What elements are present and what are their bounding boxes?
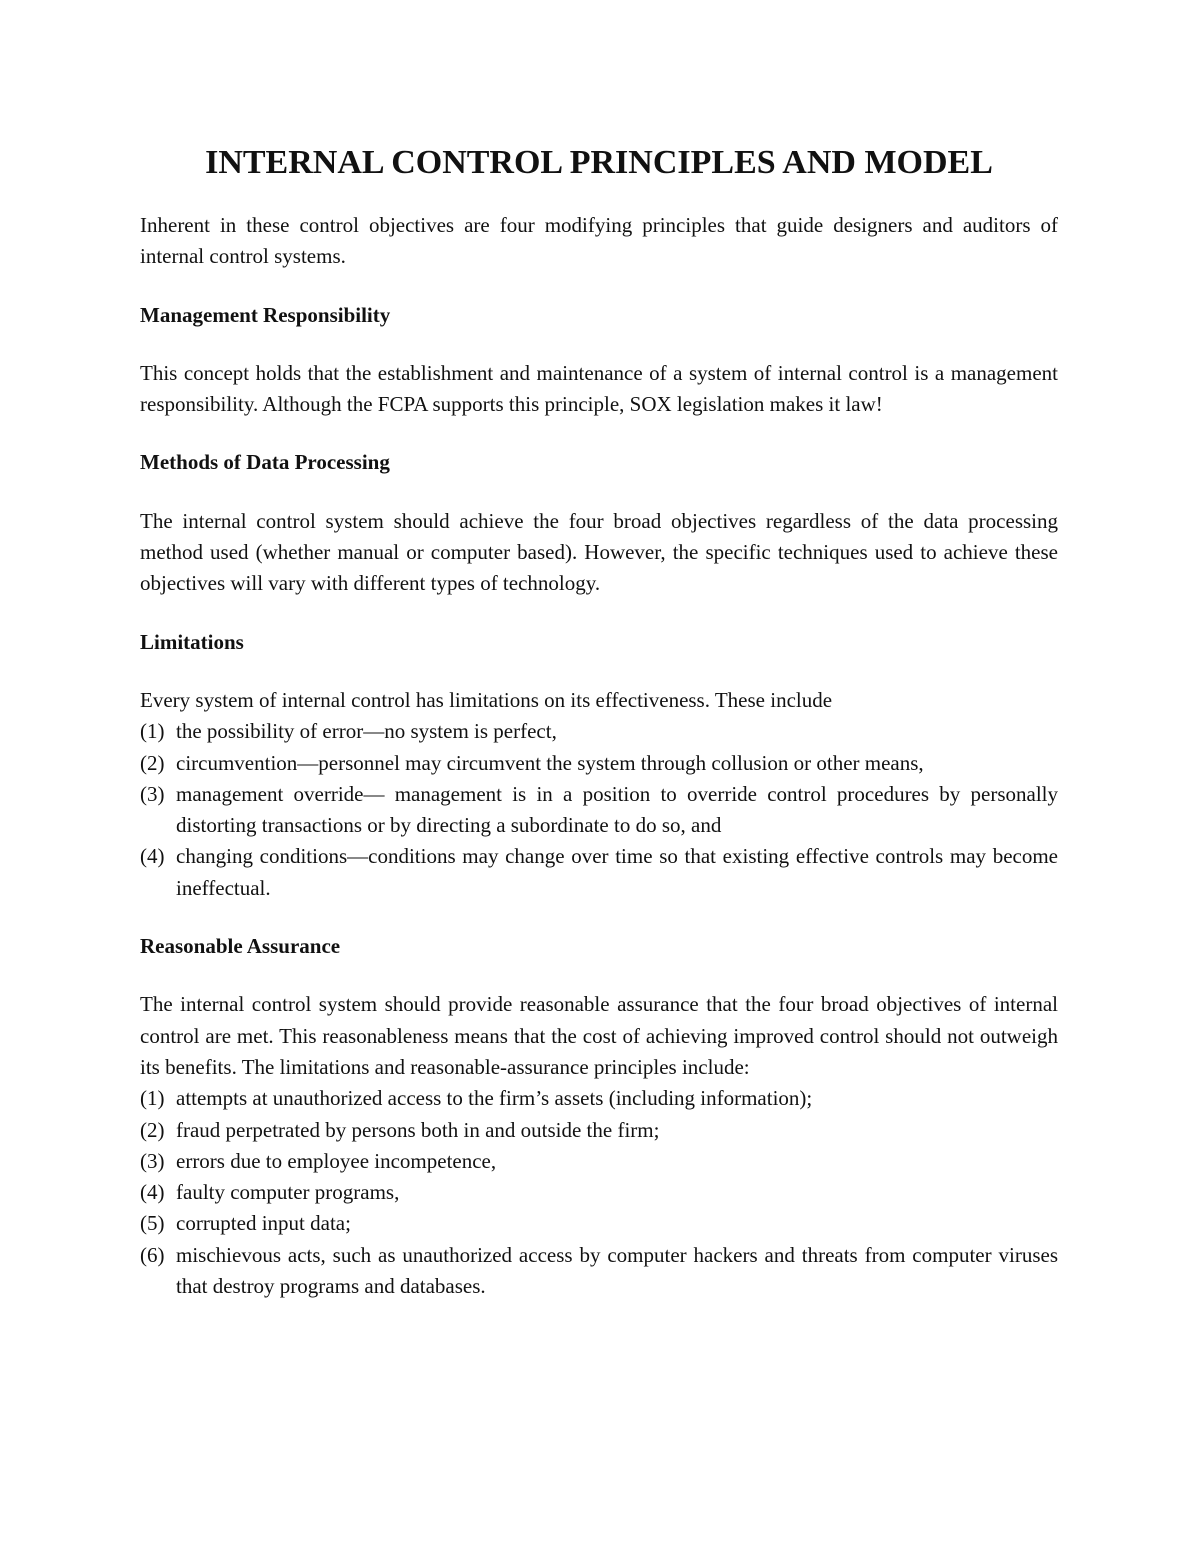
section-management-responsibility (140, 300, 1058, 421)
list-item (140, 841, 1058, 904)
list-item-number: (1) (140, 719, 165, 744)
list-item-number: (4) (140, 1180, 165, 1205)
list-item-number: (3) (140, 781, 165, 806)
section-reasonable-assurance (140, 931, 1058, 1302)
document-title: INTERNAL CONTROL PRINCIPLES AND MODEL (205, 144, 993, 181)
list-item (140, 1177, 1058, 1208)
section-heading: Limitations (140, 629, 244, 654)
list-item-number: (4) (140, 844, 165, 869)
assurance-list (140, 1083, 1058, 1302)
section-limitations (140, 627, 1058, 904)
list-item-number: (5) (140, 1211, 165, 1236)
list-item-text: management override— management is in a position to override control procedures by personally distorting transactions or by directing a subordinate to do so, and (176, 781, 1058, 838)
intro-paragraph: Inherent in these control objectives are four modifying principles that guide designers and auditors of internal control systems. (140, 213, 1058, 269)
list-item (140, 748, 1058, 779)
section-body: Every system of internal control has limitations on its effectiveness. These include (140, 687, 833, 712)
section-heading: Management Responsibility (140, 302, 391, 327)
list-item-text: changing conditions—conditions may change over time so that existing effective controls may become ineffectual. (176, 844, 1058, 900)
list-item-text: fraud perpetrated by persons both in and outside the firm; (176, 1117, 660, 1142)
section-body: The internal control system should achieve the four broad objectives regardless of the data processing method used (whether manual or computer based). However, the specific techniques used to achieve these objectives will vary with different types of technology. (140, 508, 1058, 596)
list-item-number: (2) (140, 750, 165, 775)
list-item (140, 716, 1058, 747)
list-item (140, 1240, 1058, 1303)
section-body: This concept holds that the establishment and maintenance of a system of internal control is a management responsibility. Although the FCPA supports this principle, SOX legislation makes it law! (140, 360, 1058, 417)
list-item (140, 779, 1058, 842)
list-item-text: the possibility of error—no system is perfect, (176, 719, 557, 744)
list-item-number: (3) (140, 1148, 165, 1173)
list-item-text: mischievous acts, such as unauthorized access by computer hackers and threats from computer viruses that destroy programs and databases. (176, 1242, 1058, 1299)
list-item-text: circumvention—personnel may circumvent the system through collusion or other means, (176, 750, 924, 775)
list-item-text: attempts at unauthorized access to the firm’s assets (including information); (176, 1086, 813, 1111)
list-item (140, 1146, 1058, 1177)
section-body: The internal control system should provide reasonable assurance that the four broad objectives of internal control are met. This reasonableness means that the cost of achieving improved control should not outweigh its benefits. The limitations and reasonable-assurance principles include: (140, 992, 1058, 1079)
limitations-list (140, 716, 1058, 904)
list-item (140, 1115, 1058, 1146)
list-item (140, 1083, 1058, 1114)
list-item-text: faulty computer programs, (176, 1180, 400, 1205)
list-item-number: (1) (140, 1086, 165, 1111)
list-item (140, 1208, 1058, 1239)
list-item-text: corrupted input data; (176, 1211, 351, 1236)
list-item-text: errors due to employee incompetence, (176, 1148, 497, 1173)
list-item-number: (6) (140, 1242, 165, 1267)
section-heading: Reasonable Assurance (140, 934, 341, 959)
section-heading: Methods of Data Processing (140, 450, 390, 475)
section-methods-of-data-processing (140, 447, 1058, 599)
list-item-number: (2) (140, 1117, 165, 1142)
document-page (140, 140, 1058, 1329)
